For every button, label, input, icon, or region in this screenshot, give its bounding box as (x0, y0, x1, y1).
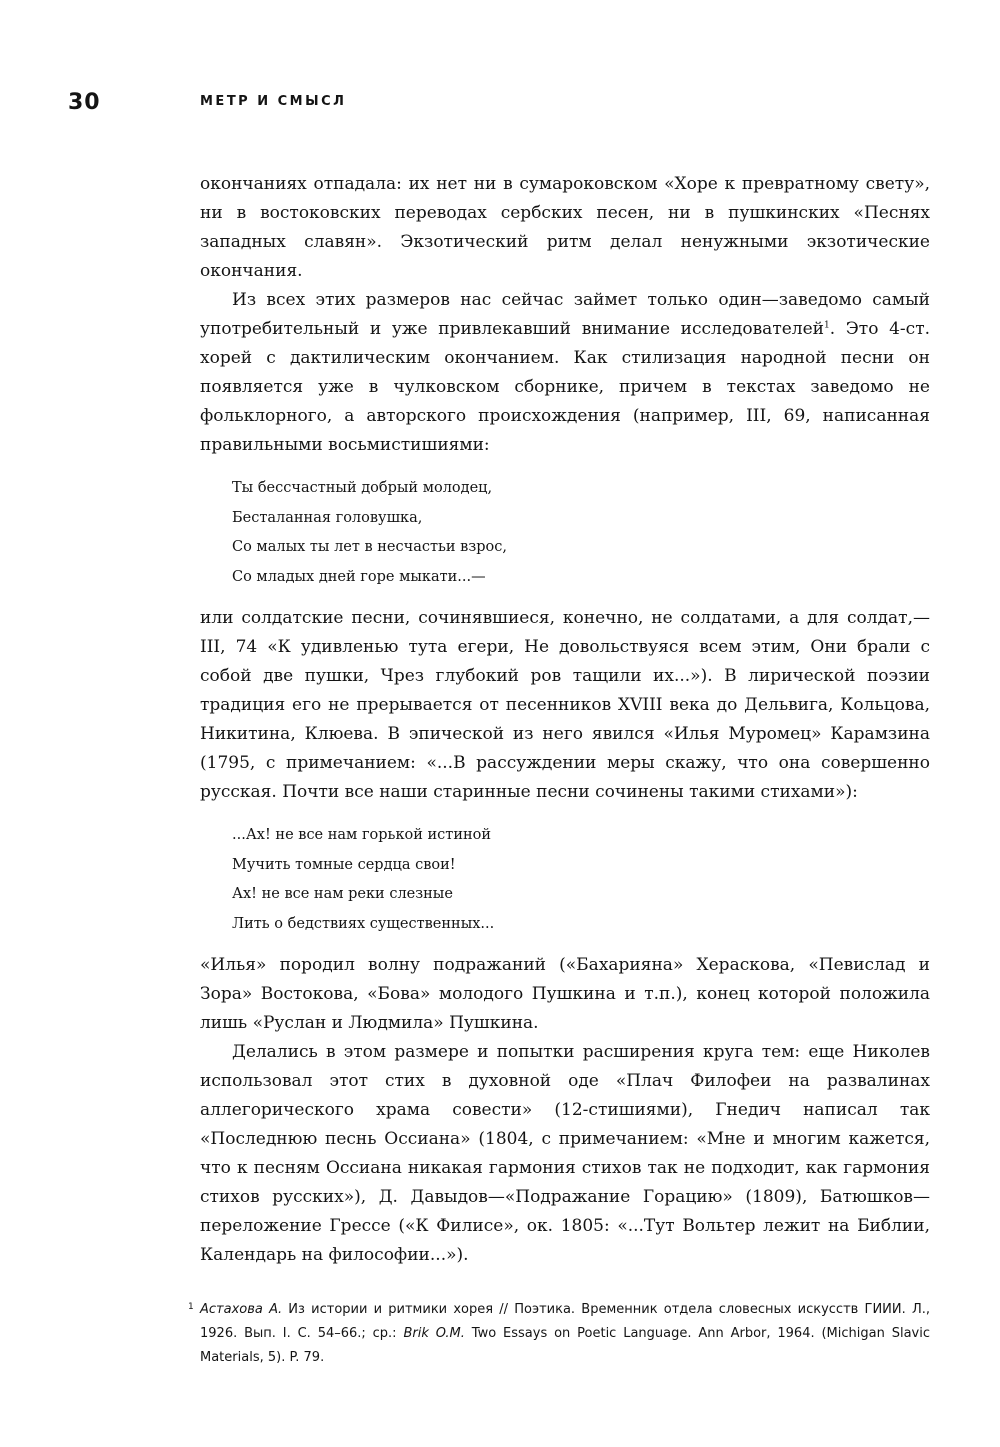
paragraph-2 (200, 286, 930, 460)
paragraph-2-rest: . Это 4-ст. хорей с дактилическим окончанием. Как стилизация народной песни он появляется уже в чулковском сборнике, причем в текстах заведомо не фольклорного, а авторского происхождения (например, III, 69, написанная правильными восьмистишиями: (200, 319, 931, 455)
verse-line: ...Ах! не все нам горькой истиной (232, 827, 492, 843)
footnote-text-2: Two Essays on Poetic Language. Ann Arbor, 1964. (Michigan Slavic Materials, 5). P. 79. (200, 1326, 930, 1365)
page-number: 30 (68, 90, 101, 115)
footnote-author-1: Астахова А. (200, 1302, 283, 1317)
verse-quote-1 (232, 474, 930, 592)
paragraph-5: Делались в этом размере и попытки расширения круга тем: еще Николев использовал этот стих в духовной оде «Плач Филофеи на развалинах аллегорического храма совести» (12-стишиями), Гнедич написал так «Последнюю песнь Оссиана» (1804, с примечанием: «Мне и многим кажется, что к песням Оссиана никакая гармония стихов так не подходит, как гармония стихов русских»), Д. Давыдов—«Подражание Горацию» (1809), Батюшков—переложение Грессе («К Филисе», ок. 1805: «...Тут Вольтер лежит на Библии, Календарь на философии...»). (200, 1042, 930, 1265)
verse-line: Ах! не все нам реки слезные (232, 886, 453, 902)
verse-line: Мучить томные сердца свои! (232, 856, 456, 873)
verse-quote-2 (232, 821, 930, 939)
verse-line: Ты бессчастный добрый молодец, (232, 480, 493, 496)
footnote (188, 1298, 930, 1370)
paragraph-1: окончаниях отпадала: их нет ни в сумароковском «Хоре к превратному свету», ни в востоковских переводах сербских песен, ни в пушкинских «Песнях западных славян». Экзотический ритм делал ненужными экзотические окончания. (200, 174, 930, 281)
paragraph-4: «Илья» породил волну подражаний («Бахарияна» Хераскова, «Певислад и Зора» Востокова, «Бова» молодого Пушкина и т.п.), конец которой положила лишь «Руслан и Людмила» Пушкина. (200, 955, 930, 1033)
verse-line: Бесталанная головушка, (232, 509, 423, 526)
footnote-author-2: Brik O.M. (403, 1326, 465, 1341)
verse-line: Лить о бедствиях существенных... (232, 915, 495, 932)
running-title: МЕТР И СМЫСЛ (200, 94, 347, 109)
main-text (200, 170, 930, 1270)
verse-line: Со малых ты лет в несчастьи взрос, (232, 539, 507, 555)
footnote-text-1: Из истории и ритмики хорея // Поэтика. Временник отдела словесных искусств ГИИИ. Л., 1926. Вып. I. С. 54–66.; ср.: (200, 1302, 930, 1341)
footnote-marker: 1 (188, 1302, 194, 1312)
paragraph-2-text: Из всех этих размеров нас сейчас займет только один—заведомо самый употребительный и уже привлекавший внимание исследователей (200, 290, 930, 339)
footnote-reference: 1 (823, 320, 830, 331)
paragraph-3: или солдатские песни, сочинявшиеся, конечно, не солдатами, а для солдат,—III, 74 «К удивленью тута егери, Не довольствуяся всем этим, Они брали с собой две пушки, Чрез глубокий ров тащили их...»). В лирической поэзии традиция его не прерывается от песенников XVIII века до Дельвига, Кольцова, Никитина, Клюева. В эпической из него явился «Илья Муромец» Карамзина (1795, с примечанием: «...В рассуждении меры скажу, что она совершенно русская. Почти все наши старинные песни сочинены такими стихами»): (200, 608, 930, 802)
page-header (0, 90, 1000, 120)
verse-line: Со младых дней горе мыкати...— (232, 568, 486, 585)
